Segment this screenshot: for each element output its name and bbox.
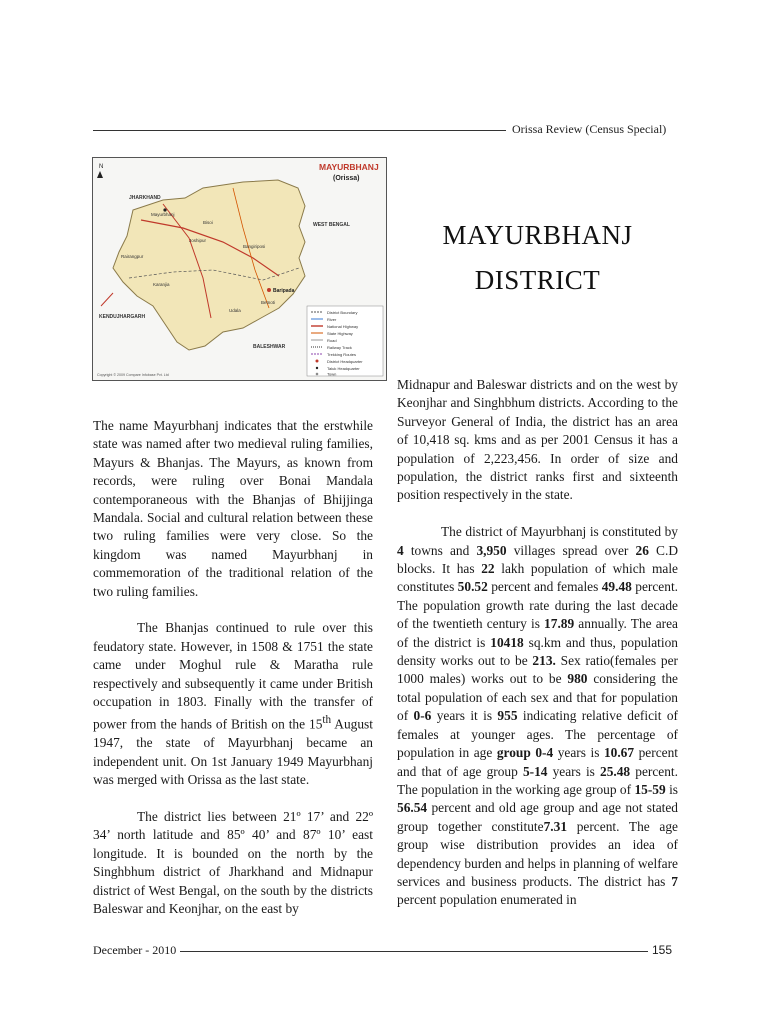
figure-value: 10418	[490, 634, 524, 650]
figure-value: 15-59	[634, 781, 666, 797]
text-run: considering the total population of each sex and that for population of	[397, 671, 678, 724]
north-arrow-icon	[97, 171, 103, 178]
text-run: is	[665, 781, 679, 797]
figure-value: 5-14	[522, 763, 548, 779]
town-label: Karanjia	[153, 282, 170, 287]
text-run: C.D blocks. It has	[397, 542, 678, 577]
figure-value: 25.48	[600, 763, 631, 779]
paragraph-demographics	[397, 523, 678, 910]
figure-value: 213.	[532, 653, 556, 669]
text-run: sq.km and thus, population density works out to be	[397, 634, 678, 669]
paragraph-history	[93, 619, 373, 789]
legend-item: Railway Track	[327, 345, 352, 350]
town-label: Rairangpur	[121, 254, 144, 259]
text-run: The Bhanjas continued to rule over this feudatory state. However, in 1508 & 1751 the state came under Moghul rule & Maratha rule respectively and subsequently it came under British occupation in 1803. Finally with the transfer of power from the hands of British on the 15	[93, 620, 373, 732]
figure-value: 0-6	[413, 708, 432, 724]
north-label: N	[99, 164, 104, 170]
text-run: villages spread over	[506, 542, 636, 558]
paragraph-boundaries: Midnapur and Baleswar districts and on the west by Keonjhar and Singhbhum districts. According to the Surveyor General of India, the district has an area of 10,418 sq. kms and as per 2001 Census it has a population of 2,223,456. In order of size and population, the district ranks first and sixteenth position respectively in the state.	[397, 377, 678, 503]
figure-value: 10.67	[603, 745, 635, 761]
neighbour-label: JHARKHAND	[129, 195, 161, 201]
town-label: Joshipur	[189, 238, 207, 243]
text-run: August 1947, the state of Mayurbhanj became an independent unit. On 1st January 1949 Mayurbhanj was merged with Orissa as the last state.	[93, 716, 373, 788]
figure-value: 22	[481, 561, 495, 577]
legend-item: National Highway	[327, 324, 359, 329]
text-run: years is	[553, 745, 604, 761]
map-graphic	[93, 158, 386, 380]
figure-value: 56.54	[397, 800, 428, 816]
figure-value: 26	[635, 542, 649, 558]
figure-value: 3,950	[476, 542, 507, 558]
text-run: towns and	[403, 542, 477, 558]
legend-item: Trekking Routes	[327, 352, 356, 357]
map-subtitle: (Orissa)	[333, 175, 360, 182]
text-run: years it is	[431, 708, 498, 724]
legend-item: Road	[327, 338, 337, 343]
figure-value: 50.52	[457, 579, 488, 595]
neighbour-label: BALESHWAR	[253, 344, 286, 350]
legend-item: Taluk Headquarter	[327, 366, 360, 371]
map-copyright: Copyright © 2009 Compare Infobase Pvt. Ltd	[97, 373, 169, 377]
page-number: 155	[652, 943, 673, 957]
town-label: Baripada	[273, 288, 295, 294]
text-run: percent and females	[487, 579, 602, 595]
legend-item: District Headquarter	[327, 359, 363, 364]
figure-value: 17.89	[544, 616, 575, 632]
legend-item: River	[327, 317, 337, 322]
right-column	[397, 376, 678, 910]
text-run: percent and old age group and age not stated group together constitute	[397, 800, 678, 834]
figure-value: 7	[671, 873, 678, 889]
text-run: percent and that of age group	[397, 745, 678, 779]
left-column	[93, 417, 373, 918]
figure-value: 980	[567, 671, 588, 687]
article-title-line2: DISTRICT	[474, 265, 601, 295]
town-label: Bisoi	[203, 220, 213, 225]
map-title: MAYURBHANJ	[319, 162, 379, 172]
text-run: percent population enumerated in	[397, 892, 577, 908]
figure-value: 7.31	[543, 818, 568, 834]
text-run: annually. The area of the district is	[397, 616, 679, 650]
text-run: lakh population of which male constitutes	[397, 561, 678, 595]
header-rule	[93, 130, 506, 131]
map-legend	[307, 306, 383, 377]
text-run: years is	[547, 763, 600, 779]
town-label: Udala	[229, 308, 241, 313]
paragraph-location: The district lies between 21º 17’ and 22º 34’ north latitude and 85º 40’ and 87º 10’ east longitude. It is bounded on the north by the Singhbhum district of Jharkhand and Midnapur district of West Bengal, on the south by the districts Baleswar and Keonjhar, on the east by	[93, 808, 373, 916]
road-line	[101, 293, 113, 306]
superscript: th	[322, 714, 332, 727]
headquarter-dot	[267, 288, 271, 292]
issue-date: December - 2010	[93, 943, 177, 957]
figure-value: 955	[497, 708, 518, 724]
neighbour-label: WEST BENGAL	[313, 222, 350, 228]
legend-item: Town	[327, 371, 337, 377]
paragraph-origin: The name Mayurbhanj indicates that the erstwhile state was named after two medieval ruling families, Mayurs & Bhanjas. The Mayurs, as known from records, were ruling over Bonai Mandala contemporaneous with the Bhanjas of Bhijjinga Mandala. Social and cultural relation between these two ruling families were very close. So the kingdom was named Mayurbhanj in commemoration of the traditional relation of the two ruling families.	[93, 418, 373, 599]
figure-value: 49.48	[601, 579, 632, 595]
town-label: Betnoti	[261, 300, 276, 305]
text-run: percent. The population growth rate during the last decade of the twentieth century is	[397, 579, 679, 632]
town-label: Bangiriposi	[243, 244, 266, 249]
text-run: percent. The population in the working age group of	[397, 763, 678, 797]
legend-item: State Highway	[327, 331, 353, 336]
neighbour-label: KENDUJHARGARH	[99, 314, 146, 320]
article-title-line1: MAYURBHANJ	[442, 220, 633, 250]
text-run: Sex ratio(females per 1000 males) works out to be	[397, 653, 678, 687]
district-shape	[113, 180, 305, 350]
text-run: percent. The age group wise distribution provides an idea of dependency burden and helps in planning of welfare services and business products. The district has	[397, 818, 679, 889]
running-title: Orissa Review (Census Special)	[512, 122, 667, 136]
legend-item: District Boundary	[327, 310, 358, 315]
text-run: indicating relative deficit of females at younger ages. The percentage of population in age	[397, 708, 678, 761]
district-map	[92, 157, 387, 381]
text-run: The district of Mayurbhanj is constituted by	[441, 524, 678, 540]
figure-value: group 0-4	[496, 745, 554, 761]
footer-rule	[180, 951, 648, 952]
figure-value: 4	[397, 542, 404, 558]
town-label: Mayurbhanj	[151, 212, 175, 217]
